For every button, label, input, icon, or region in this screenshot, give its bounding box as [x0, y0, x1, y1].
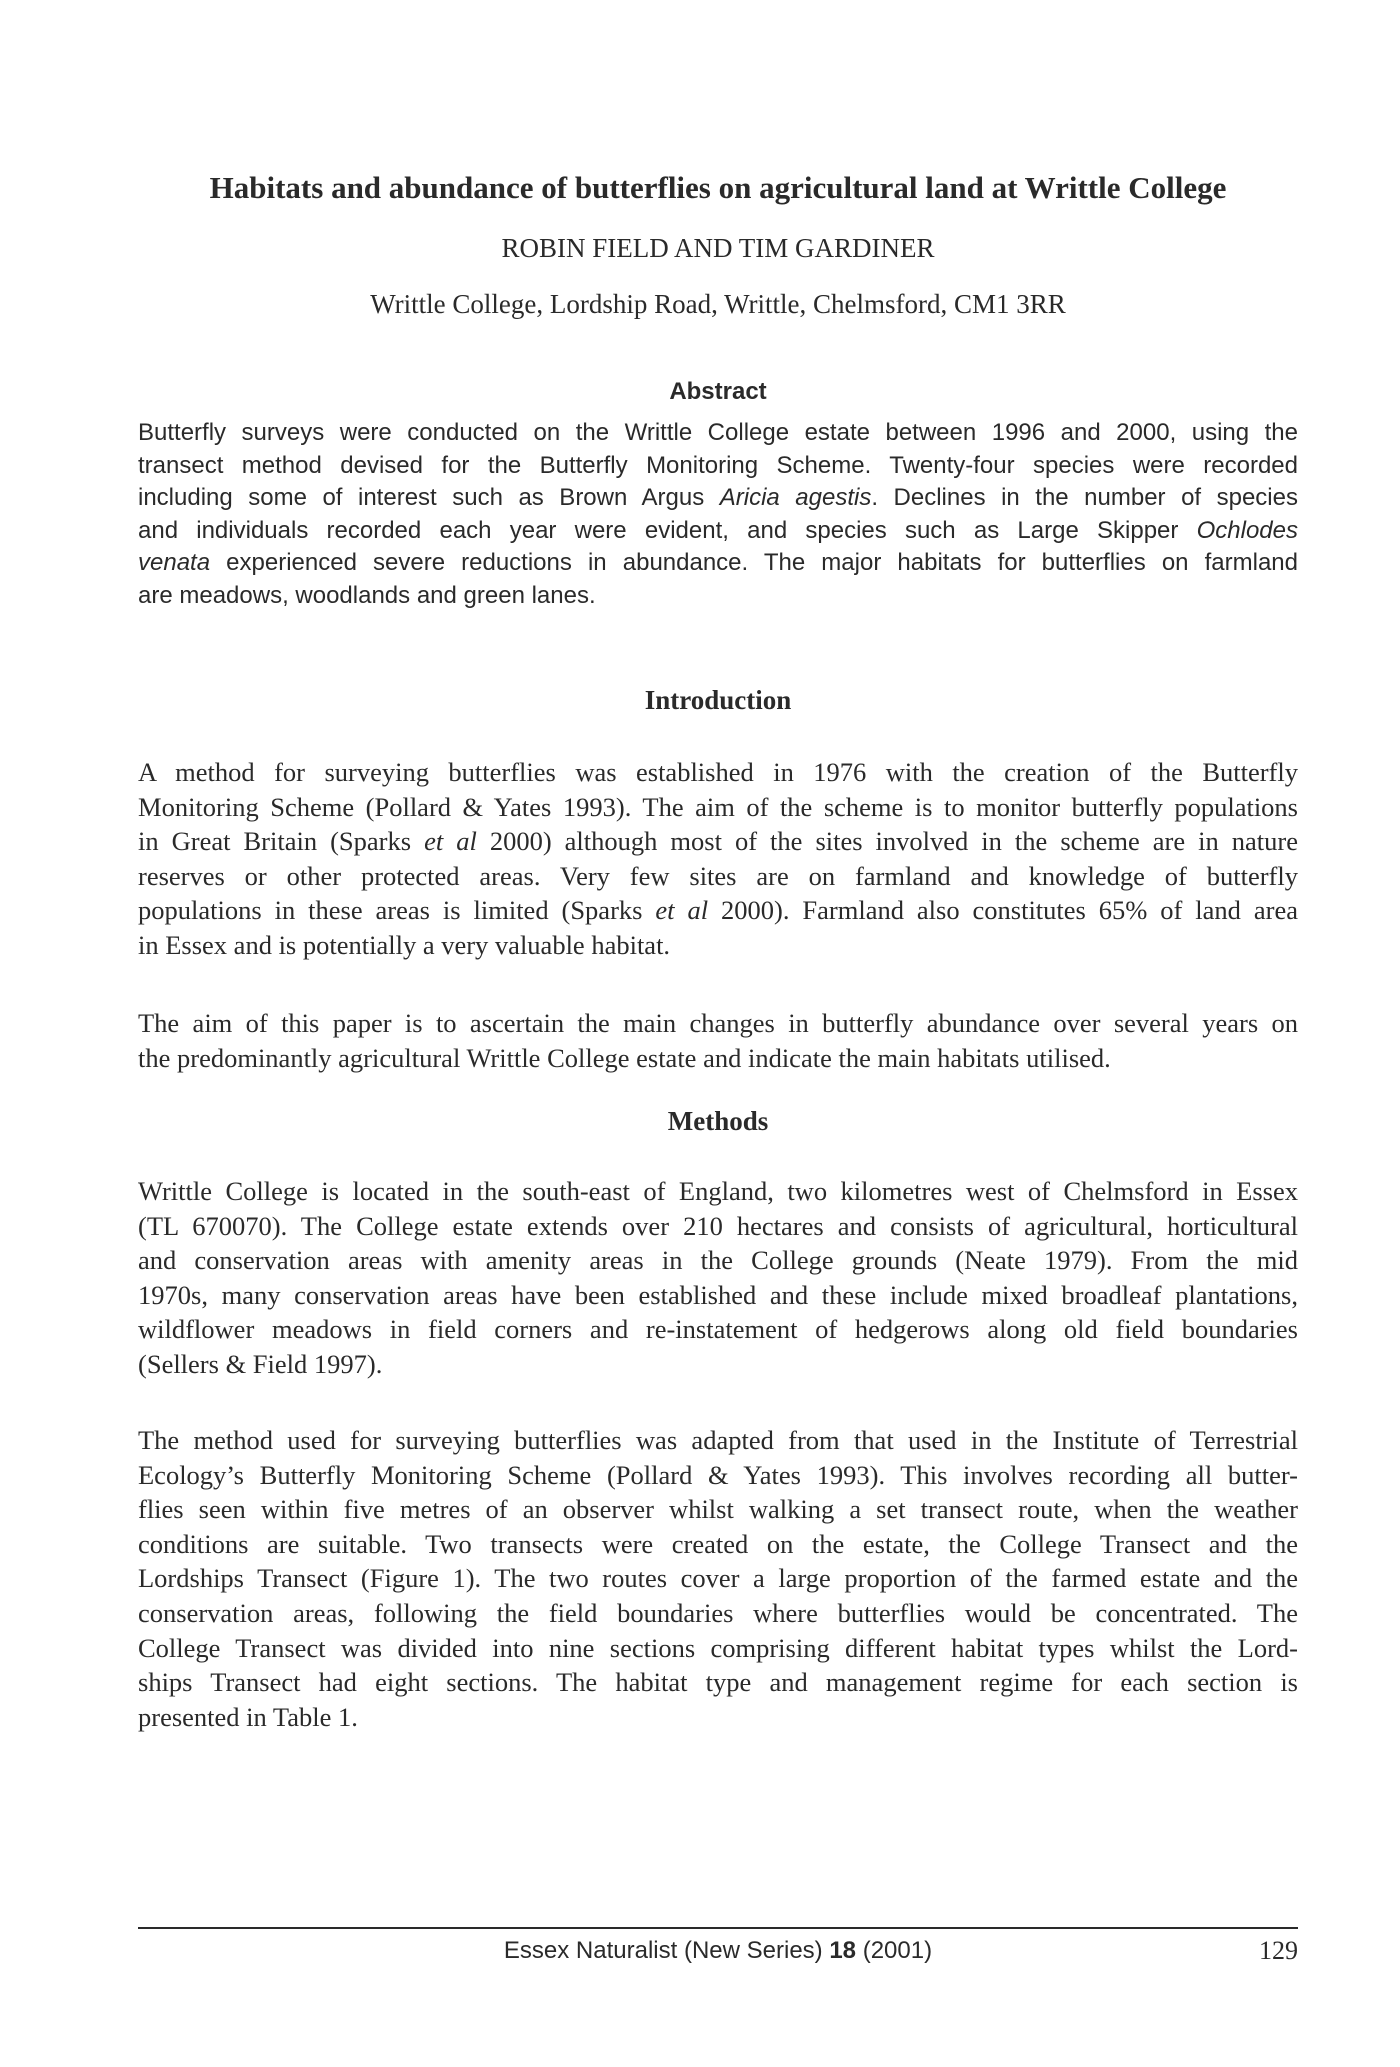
- text-line: flies seen within five metres of an observer whilst walking a set transect route, when the weather: [138, 1494, 1298, 1525]
- abstract-heading: Abstract: [669, 378, 767, 405]
- text-line: A method for surveying butterflies was established in 1976 with the creation of the Butterfly: [138, 757, 1298, 787]
- text-line: in Essex and is potentially a very valuable habitat.: [138, 929, 671, 960]
- paper-authors: ROBIN FIELD AND TIM GARDINER: [501, 233, 935, 263]
- text-line: conservation areas, following the field boundaries where butterflies would be concentrated. The: [138, 1597, 1298, 1628]
- text-line: populations in these areas is limited (Sparks et al 2000). Farmland also constitutes 65% of land area: [138, 895, 1298, 926]
- text-line: and conservation areas with amenity areas in the College grounds (Neate 1979). From the mid: [138, 1245, 1298, 1276]
- text-line: in Great Britain (Sparks et al 2000) although most of the sites involved in the scheme are in nature: [138, 826, 1298, 857]
- text-line: conditions are suitable. Two transects were created on the estate, the College Transect and the: [138, 1528, 1298, 1559]
- text-line: Lordships Transect (Figure 1). The two routes cover a large proportion of the farmed estate and the: [138, 1563, 1298, 1594]
- introduction-paragraph-2: [138, 1006, 1298, 1075]
- text-line: The aim of this paper is to ascertain the main changes in butterfly abundance over several years on: [138, 1008, 1298, 1038]
- paper-page: [138, 0, 1298, 2067]
- text-line: the predominantly agricultural Writtle College estate and indicate the main habitats utilised.: [138, 1042, 1111, 1073]
- paper-title: Habitats and abundance of butterflies on agricultural land at Writtle College: [209, 170, 1227, 205]
- footer-journal-citation: Essex Naturalist (New Series) 18 (2001): [503, 1937, 933, 1964]
- species-name: Ochlodes: [1196, 516, 1298, 544]
- methods-heading: Methods: [667, 1106, 769, 1136]
- citation-et-al: et al: [655, 895, 709, 926]
- text-line: Monitoring Scheme (Pollard & Yates 1993). The aim of the scheme is to monitor butterfly populations: [138, 791, 1298, 822]
- footer-divider: [138, 1927, 1298, 1929]
- text-line: 1970s, many conservation areas have been established and these include mixed broadleaf plantations,: [138, 1279, 1298, 1310]
- text-line: The method used for surveying butterflies was adapted from that used in the Institute of Terrestrial: [138, 1425, 1298, 1455]
- abstract-line: are meadows, woodlands and green lanes.: [138, 581, 596, 609]
- volume-number: 18: [829, 1937, 857, 1964]
- citation-et-al: et al: [424, 826, 477, 857]
- text-line: reserves or other protected areas. Very few sites are on farmland and knowledge of butterfly: [138, 860, 1298, 891]
- abstract-line: and individuals recorded each year were evident, and species such as Large Skipper Ochlodes: [138, 516, 1298, 544]
- methods-paragraph-2: [138, 1423, 1298, 1734]
- abstract-line: Butterfly surveys were conducted on the Writtle College estate between 1996 and 2000, using the: [138, 419, 1298, 446]
- text-line: ships Transect had eight sections. The habitat type and management regime for each section is: [138, 1667, 1298, 1698]
- text-line: (TL 670070). The College estate extends over 210 hectares and consists of agricultural, horticultural: [138, 1210, 1298, 1241]
- text-line: Ecology’s Butterfly Monitoring Scheme (Pollard & Yates 1993). This involves recording all butter-: [138, 1459, 1298, 1490]
- abstract-line: transect method devised for the Butterfly Monitoring Scheme. Twenty-four species were recorded: [138, 451, 1298, 479]
- text-line: Writtle College is located in the south-east of England, two kilometres west of Chelmsford in Essex: [138, 1176, 1298, 1206]
- abstract-line: including some of interest such as Brown Argus Aricia agestis. Declines in the number of species: [138, 484, 1298, 511]
- author-address: Writtle College, Lordship Road, Writtle, Chelmsford, CM1 3RR: [370, 289, 1066, 319]
- text-line: College Transect was divided into nine sections comprising different habitat types whilst the Lord-: [138, 1632, 1298, 1663]
- text-line: (Sellers & Field 1997).: [138, 1348, 383, 1379]
- text-line: wildflower meadows in field corners and re-instatement of hedgerows along old field boundaries: [138, 1314, 1298, 1345]
- page-number: 129: [1259, 1936, 1298, 1965]
- methods-paragraph-1: [138, 1174, 1298, 1382]
- abstract-line: venata experienced severe reductions in abundance. The major habitats for butterflies on farmland: [138, 549, 1298, 576]
- text-line: presented in Table 1.: [138, 1701, 358, 1732]
- introduction-heading: Introduction: [644, 685, 792, 715]
- abstract-body: [138, 417, 1298, 612]
- species-name: Aricia agestis: [719, 484, 872, 511]
- species-name: venata: [138, 549, 211, 576]
- introduction-paragraph-1: [138, 755, 1298, 963]
